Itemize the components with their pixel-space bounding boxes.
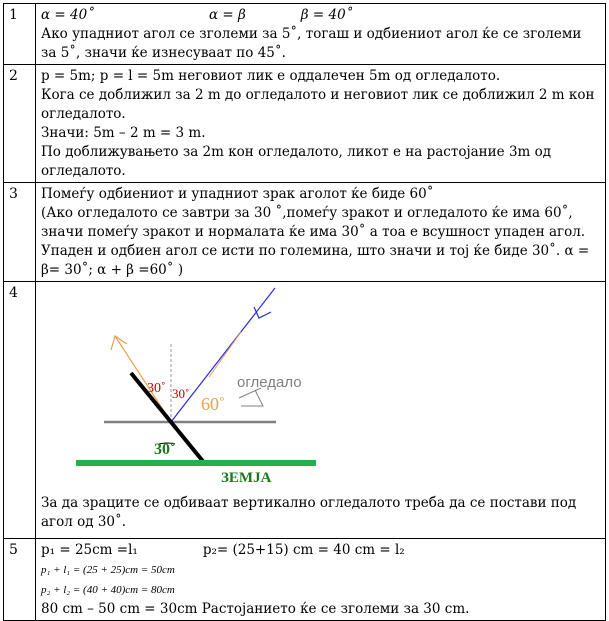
row-content bbox=[36, 65, 606, 183]
row-text-line: p = 5m; p = l = 5m неговиот лик е оддалечен 5m од огледалото. bbox=[41, 68, 501, 84]
solutions-table bbox=[3, 3, 606, 621]
row-text: За да зраците се одбиваат вертикално огледалото треба да се постави под агол од 30˚. bbox=[41, 495, 577, 530]
row-text: 80 cm – 50 cm = 30cm Растојанието ќе се зголеми за 30 cm. bbox=[41, 601, 470, 617]
table-row bbox=[4, 4, 606, 65]
row-content bbox=[36, 282, 606, 539]
row-number: 2 bbox=[4, 65, 36, 183]
equation-sum-2: p₂ + l₂ = (40 + 40)cm = 80cm bbox=[41, 584, 175, 596]
angle-label-right: 30˚ bbox=[172, 386, 190, 401]
row-text: Ако упадниот агол се зголеми за 5˚, тогаш и одбиениот агол ќе се зголеми за 5˚, значи ќе изнесуваат по 45˚. bbox=[41, 26, 582, 61]
row-text-line: Кога се доближил за 2 m до огледалото и неговиот лик се доближил 2 m кон огледалото. bbox=[41, 87, 595, 122]
table-row bbox=[4, 65, 606, 183]
equations-line bbox=[41, 541, 601, 560]
row-number: 4 bbox=[4, 282, 36, 539]
row-content bbox=[36, 183, 606, 282]
angle-label-left: 30˚ bbox=[147, 381, 166, 396]
row-number: 5 bbox=[4, 539, 36, 621]
row-content bbox=[36, 4, 606, 65]
row-text-line: По доближувањето за 2m кон огледалото, ликот е на растојание 3m од огледалото. bbox=[41, 144, 552, 179]
angle-label-60: 60˚ bbox=[201, 394, 225, 414]
table-row bbox=[4, 282, 606, 539]
row-number: 1 bbox=[4, 4, 36, 65]
mirror-diagram-svg bbox=[41, 284, 609, 494]
equation-alpha: α = 40˚ bbox=[41, 7, 94, 23]
ground-label: ЗЕМЈА bbox=[221, 470, 272, 486]
equation-p2: p₂= (25+15) cm = 40 cm = l₂ bbox=[202, 542, 405, 558]
equation-sum-1: p₁ + l₁ = (25 + 25)cm = 50cm bbox=[41, 564, 175, 576]
incident-ray-arrowhead bbox=[254, 307, 271, 318]
equations-line bbox=[41, 6, 601, 25]
equation-p1: p₁ = 25cm =l₁ bbox=[41, 542, 138, 558]
table-row bbox=[4, 539, 606, 621]
mirror-label: огледало bbox=[237, 374, 302, 391]
equation-beta: β = 40˚ bbox=[300, 7, 353, 23]
equation-alpha-beta: α = β bbox=[208, 7, 246, 23]
row-number: 3 bbox=[4, 183, 36, 282]
row-text-line: (Ако огледалото се завтри за 30 ˚,помеѓу зракот и огледалото ќе има 60˚, значи помеѓу зракот и нормалата ќе има 30˚ а тоа е всушност упаден агол. Упаден и одбиен агол се исти по големина, што значи и тој ќе биде 30˚. α = β= 30˚; α + β =60˚ ) bbox=[41, 205, 590, 278]
angle-label-bottom: 30˚ bbox=[154, 441, 176, 458]
incident-continuation bbox=[209, 332, 241, 377]
row-text-line: Помеѓу одбиениот и упадниот зрак аголот ќе биде 60˚ bbox=[41, 186, 434, 202]
row-text-line: Значи: 5m – 2 m = 3 m. bbox=[41, 125, 206, 141]
table-row bbox=[4, 183, 606, 282]
mirror-diagram bbox=[41, 284, 609, 494]
row-content bbox=[36, 539, 606, 621]
